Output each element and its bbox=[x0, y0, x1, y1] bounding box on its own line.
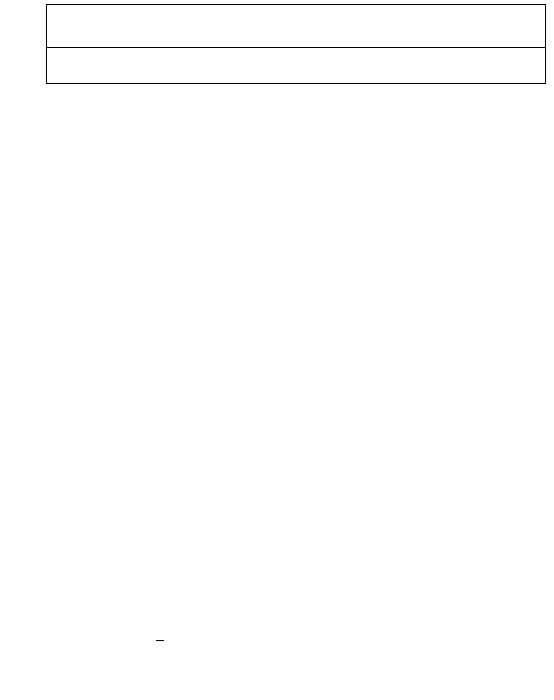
table-header bbox=[46, 4, 546, 48]
bf-formula bbox=[150, 640, 164, 641]
bf-fraction bbox=[156, 640, 164, 641]
bf-numerator bbox=[156, 640, 164, 641]
column-headers bbox=[46, 48, 546, 84]
